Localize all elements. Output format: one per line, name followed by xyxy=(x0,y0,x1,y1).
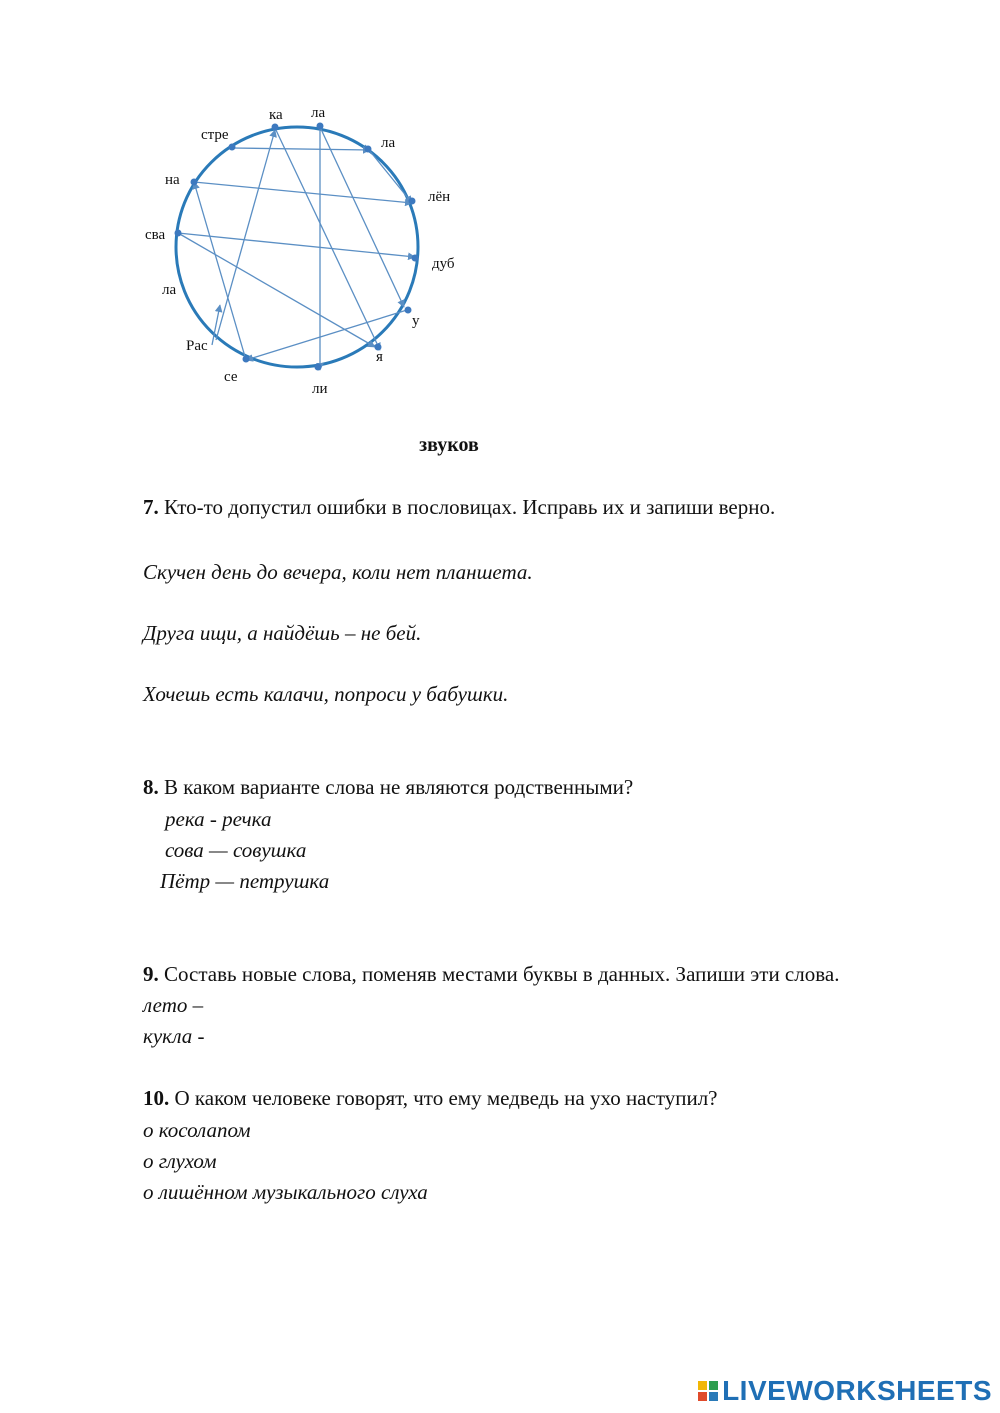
option-item: Пётр — петрушка xyxy=(160,869,330,893)
diagram-dot xyxy=(365,146,372,153)
syllable-label: ла xyxy=(162,282,177,298)
syllable-label: се xyxy=(224,369,238,385)
syllable-label: ка xyxy=(269,107,283,123)
logo-square xyxy=(698,1392,707,1401)
arrow-line xyxy=(275,128,380,350)
diagram-dot xyxy=(409,198,416,205)
arrow-line xyxy=(365,145,412,203)
question-text: В каком варианте слова не являются родственными? xyxy=(158,775,634,799)
syllable-label: я xyxy=(376,349,383,365)
question-text: О каком человеке говорят, что ему медведь на ухо наступил? xyxy=(169,1086,718,1110)
diagram-dot xyxy=(272,124,279,131)
syllable-label: ли xyxy=(312,381,328,397)
syllable-label: ла xyxy=(381,135,396,151)
proverb-item: Скучен день до вечера, коли нет планшета. xyxy=(143,560,533,584)
logo-square xyxy=(709,1381,718,1390)
diagram-circle xyxy=(176,127,418,367)
question-9 xyxy=(143,962,839,987)
syllable-circle-diagram xyxy=(130,95,470,405)
option-item: о глухом xyxy=(143,1149,217,1173)
option-item: о лишённом музыкального слуха xyxy=(143,1180,428,1204)
proverb-item: Хочешь есть калачи, попроси у бабушки. xyxy=(143,682,509,706)
arrow-line xyxy=(232,148,370,150)
arrow-line xyxy=(194,182,412,203)
syllable-label: на xyxy=(165,172,180,188)
word-item: лето – xyxy=(143,993,204,1017)
logo-text: LIVEWORKSHEETS xyxy=(722,1375,992,1406)
question-number: 8. xyxy=(143,775,159,799)
question-10 xyxy=(143,1086,718,1111)
option-item: река - речка xyxy=(165,807,272,831)
proverb-item: Друга ищи, а найдёшь – не бей. xyxy=(143,621,422,645)
diagram-caption: звуков xyxy=(419,434,479,456)
diagram-dot xyxy=(243,356,250,363)
syllable-label: лён xyxy=(428,189,451,205)
option-item: сова — совушка xyxy=(165,838,307,862)
syllable-label: дуб xyxy=(432,256,455,272)
diagram-dot xyxy=(175,230,182,237)
diagram-dot xyxy=(405,307,412,314)
word-item: кукла - xyxy=(143,1024,205,1048)
question-8 xyxy=(143,775,633,800)
logo-mark-icon xyxy=(698,1381,718,1401)
syllable-label: ла xyxy=(311,105,326,121)
syllable-label: у xyxy=(412,313,420,329)
question-number: 7. xyxy=(143,495,159,519)
diagram-dot xyxy=(229,144,236,151)
arrow-line xyxy=(194,182,246,360)
logo-square xyxy=(698,1381,707,1390)
logo-square xyxy=(709,1392,718,1401)
diagram-dot xyxy=(191,179,198,186)
syllable-label: сва xyxy=(145,227,166,243)
arrow-line xyxy=(320,127,404,307)
diagram-dot xyxy=(412,255,419,262)
question-number: 9. xyxy=(143,962,159,986)
arrow-line xyxy=(216,130,275,340)
syllable-label: Рас xyxy=(186,338,208,354)
diagram-dot xyxy=(315,364,322,371)
syllable-label: стре xyxy=(201,127,229,143)
question-7 xyxy=(143,495,775,520)
diagram-dot xyxy=(317,123,324,130)
question-text: Кто-то допустил ошибки в пословицах. Исправь их и запиши верно. xyxy=(158,495,776,519)
question-text: Составь новые слова, поменяв местами буквы в данных. Запиши эти слова. xyxy=(158,962,840,986)
liveworksheets-logo xyxy=(698,1375,992,1407)
option-item: о косолапом xyxy=(143,1118,251,1142)
question-number: 10. xyxy=(143,1086,170,1110)
